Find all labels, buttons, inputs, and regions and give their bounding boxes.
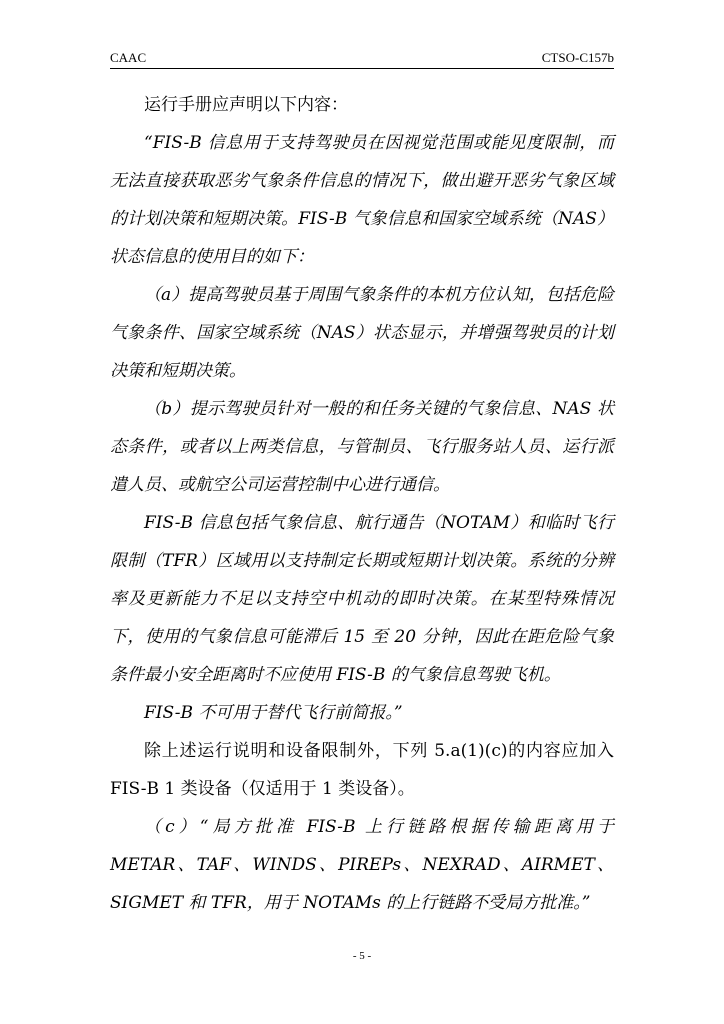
paragraph-fisb-info: FIS-B 信息包括气象信息、航行通告（NOTAM）和临时飞行限制（TFR）区域用以支持制定长期或短期计划决策。系统的分辨率及更新能力不足以支持空中机动的即时决策。在某型特殊情况下，使用的气象信息可能滞后 15 至 20 分钟，因此在距危险气象条件最小安全距离时不应使用 FIS-B 的气象信息驾驶飞机。 [110, 513, 614, 685]
paragraph-item-a: （a）提高驾驶员基于周围气象条件的本机方位认知，包括危险气象条件、国家空域系统（NAS）状态显示，并增强驾驶员的计划决策和短期决策。 [110, 285, 614, 381]
paragraph-quote-end: FIS-B 不可用于替代飞行前简报。” [144, 703, 403, 723]
paragraph-item-c: （c）“局方批准 FIS-B 上行链路根据传输距离用于 METAR、TAF、WINDS、PIREPs、NEXRAD、AIRMET、SIGMET 和 TFR，用于 NOTAMs 的上行链路不受局方批准。” [110, 817, 614, 913]
header-doc-id: CTSO-C157b [541, 50, 614, 65]
paragraph-quote-start: “FIS-B 信息用于支持驾驶员在因视觉范围或能见度限制，而无法直接获取恶劣气象条件信息的情况下，做出避开恶劣气象区域的计划决策和短期决策。FIS-B 气象信息和国家空域系统（NAS）状态信息的使用目的如下： [110, 133, 614, 267]
page-header [110, 50, 614, 69]
paragraph-class1-note: 除上述运行说明和设备限制外，下列 5.a(1)(c)的内容应加入FIS-B 1 类设备（仅适用于 1 类设备）。 [110, 741, 614, 799]
paragraph-intro: 运行手册应声明以下内容： [144, 95, 348, 115]
header-org: CAAC [110, 50, 147, 65]
document-body [110, 86, 614, 922]
page-number: - 5 - [352, 950, 372, 962]
paragraph-item-b: （b）提示驾驶员针对一般的和任务关键的气象信息、NAS 状态条件，或者以上两类信息，与管制员、飞行服务站人员、运行派遣人员、或航空公司运营控制中心进行通信。 [110, 399, 614, 495]
